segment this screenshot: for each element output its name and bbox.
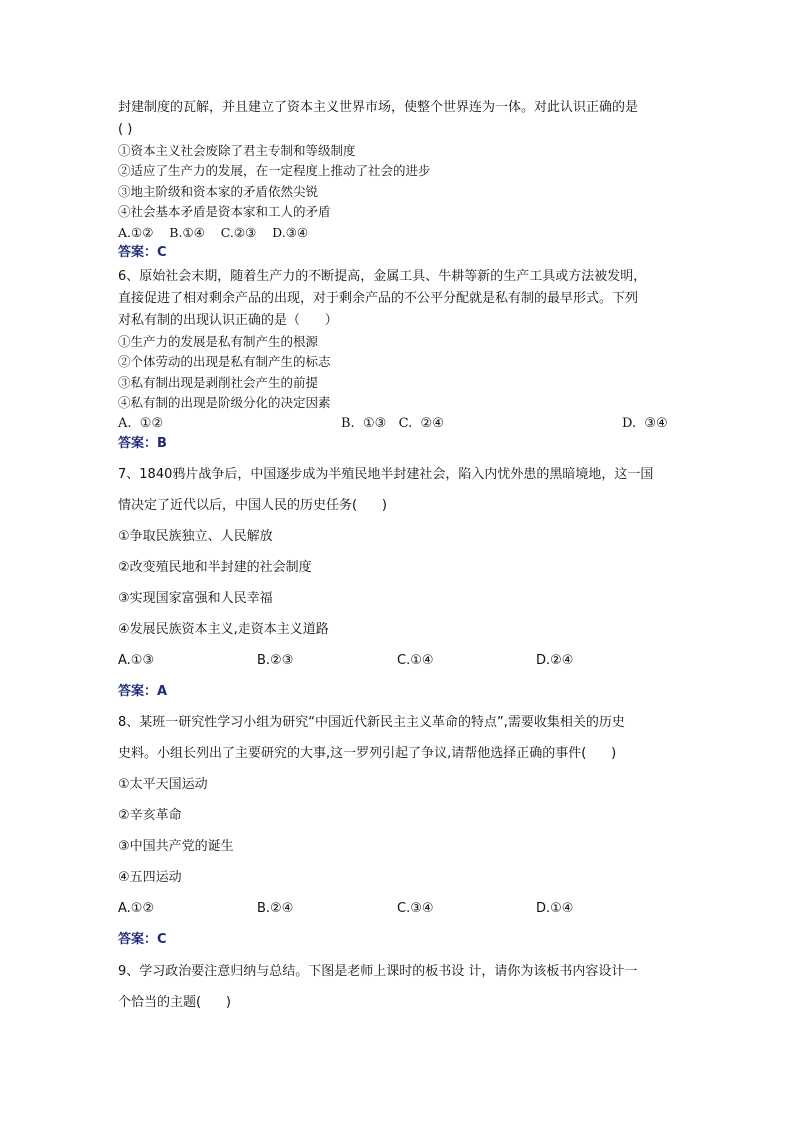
question-stem: 9、学习政治要注意归纳与总结。下图是老师上课时的板书设 计，请你为该板书内容设计一 bbox=[118, 963, 638, 979]
choice-item: ③中国共产党的诞生 bbox=[118, 838, 234, 854]
option-a: A.①② bbox=[118, 900, 155, 916]
answer-label: 答案：C bbox=[118, 931, 167, 947]
question-stem: 史料。小组长列出了主要研究的大事,这一罗列引起了争议,请帮他选择正确的事件( ) bbox=[118, 745, 617, 761]
option-c: C.③④ bbox=[397, 900, 434, 916]
question-stem: 6、原始社会末期，随着生产力的不断提高，金属工具、牛耕等新的生产工具或方法被发明， bbox=[118, 268, 647, 284]
question-6 bbox=[118, 266, 678, 455]
answer-options bbox=[118, 414, 678, 435]
choice-item: ②改变殖民地和半封建的社会制度 bbox=[118, 559, 312, 575]
choice-item: ①争取民族独立、人民解放 bbox=[118, 528, 273, 544]
choice-item: ③实现国家富强和人民幸福 bbox=[118, 590, 273, 606]
question-stem: 个恰当的主题( ) bbox=[118, 994, 231, 1010]
choice-item: ③私有制出现是剥削社会产生的前提 bbox=[118, 374, 319, 390]
question-stem: 8、某班一研究性学习小组为研究“中国近代新民主主义革命的特点”,需要收集相关的历史 bbox=[118, 714, 625, 730]
choice-item: ④发展民族资本主义,走资本主义道路 bbox=[118, 621, 329, 637]
question-stem: ( ) bbox=[118, 122, 133, 137]
choice-item: ②个体劳动的出现是私有制产生的标志 bbox=[118, 354, 331, 369]
choice-item: ③地主阶级和资本家的矛盾依然尖锐 bbox=[118, 183, 319, 199]
answer-label: 答案：A bbox=[118, 683, 168, 699]
option-a: A.①③ bbox=[118, 652, 155, 668]
answer-options bbox=[118, 645, 678, 676]
answer-options: A.①② B.①④ C.②③ D.③④ bbox=[118, 224, 309, 240]
question-stem: 7、1840鸦片战争后，中国逐步成为半殖民地半封建社会，陷入内忧外患的黑暗境地，这一国 bbox=[118, 466, 654, 482]
choice-item: ④私有制的出现是阶级分化的决定因素 bbox=[118, 395, 331, 410]
option-d: D. ③④ bbox=[622, 415, 668, 431]
choice-item: ②辛亥革命 bbox=[118, 807, 182, 823]
choice-item: ④社会基本矛盾是资本家和工人的矛盾 bbox=[118, 204, 331, 219]
document-page bbox=[118, 96, 678, 1018]
question-9 bbox=[118, 956, 678, 1018]
option-b: B.②③ bbox=[257, 652, 294, 668]
question-stem: 对私有制的出现认识正确的是（ ） bbox=[118, 312, 338, 328]
question-7 bbox=[118, 459, 678, 707]
option-d: D.②④ bbox=[536, 652, 574, 668]
answer-label: 答案：B bbox=[118, 436, 167, 451]
option-b: B.②④ bbox=[257, 900, 294, 916]
question-5 bbox=[118, 96, 678, 264]
question-stem: 直接促进了相对剩余产品的出现，对于剩余产品的不公平分配就是私有制的最早形式。下列 bbox=[118, 290, 639, 306]
question-stem: 封建制度的瓦解，并且建立了资本主义世界市场，使整个世界连为一体。对此认识正确的是 bbox=[118, 100, 639, 115]
option-d: D.①④ bbox=[536, 900, 574, 916]
answer-options bbox=[118, 893, 678, 924]
option-c: C.①④ bbox=[397, 652, 434, 668]
choice-item: ④五四运动 bbox=[118, 869, 182, 885]
choice-item: ①资本主义社会废除了君主专制和等级制度 bbox=[118, 142, 356, 158]
question-stem: 情决定了近代以后，中国人民的历史任务( ) bbox=[118, 497, 387, 513]
option-a: A. ①② bbox=[118, 415, 164, 431]
choice-item: ①生产力的发展是私有制产生的根源 bbox=[118, 333, 319, 349]
question-8 bbox=[118, 707, 678, 955]
answer-label: 答案：C bbox=[118, 245, 167, 260]
choice-item: ①太平天国运动 bbox=[118, 776, 208, 792]
choice-item: ②适应了生产力的发展，在一定程度上推动了社会的进步 bbox=[118, 163, 431, 178]
option-b-c: B. ①③ C. ②④ bbox=[341, 415, 444, 431]
